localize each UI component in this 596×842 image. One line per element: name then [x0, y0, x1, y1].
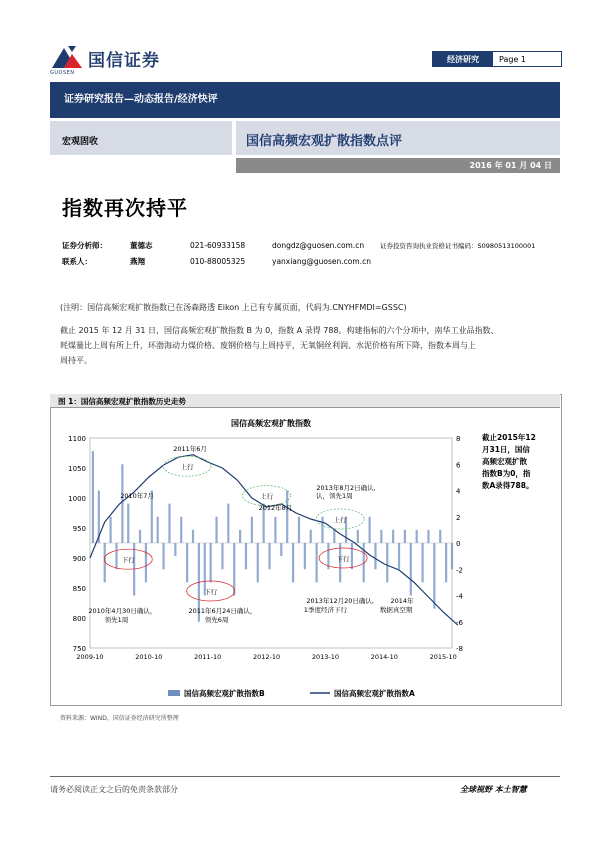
- y-left-tick-label: 800: [72, 615, 86, 623]
- section-box: [50, 121, 232, 155]
- bar-series-b: [392, 530, 394, 543]
- bar-series-b: [180, 517, 182, 543]
- body-line: 周持平。: [60, 356, 92, 365]
- headline: 指数再次持平: [62, 196, 188, 220]
- figure-source: 资料来源：WIND、国信证券经济研究所整理: [60, 715, 179, 722]
- annotation-label: 领先6周: [204, 616, 229, 625]
- bar-series-b: [380, 530, 382, 543]
- y-left-tick-label: 1050: [68, 465, 86, 473]
- annotation-label: 下行: [204, 588, 218, 596]
- bar-series-b: [286, 491, 288, 544]
- logo-text: 国信证券: [88, 51, 160, 71]
- header-tag-box: [432, 51, 562, 67]
- bar-series-b: [257, 543, 259, 582]
- legend-label-b: 国信高频宏观扩散指数B: [184, 689, 265, 698]
- contact-label: 联系人：: [62, 257, 92, 266]
- bar-series-b: [215, 517, 217, 543]
- y-left-tick-label: 1100: [68, 435, 86, 443]
- x-tick-label: 2009-10: [76, 653, 104, 661]
- contact-cert: 证券投资咨询执业资格证书编码：S0980513100001: [380, 242, 536, 250]
- annotation-label: 数据真空期: [379, 606, 413, 614]
- y-right-tick-label: -6: [456, 618, 463, 627]
- bar-series-b: [298, 517, 300, 543]
- y-left-tick-label: 950: [72, 525, 86, 533]
- report-type: 证券研究报告—动态报告/经济快评: [64, 94, 218, 105]
- annotation-label: 2011年6月: [173, 445, 207, 454]
- bar-series-b: [451, 543, 453, 569]
- page-number: Page 1: [499, 54, 526, 64]
- bar-series-b: [368, 517, 370, 543]
- bar-series-b: [433, 543, 435, 609]
- bar-series-b: [316, 543, 318, 582]
- y-right-tick-label: 6: [456, 461, 461, 470]
- bar-series-b: [445, 543, 447, 582]
- bar-series-b: [168, 504, 170, 543]
- bar-series-b: [245, 543, 247, 569]
- side-note-line: 截止2015年12: [482, 433, 536, 442]
- figure-header: [50, 394, 560, 408]
- side-note-line: 数A录得788。: [482, 481, 534, 490]
- annotation-label: 领先1周: [104, 616, 129, 625]
- bar-series-b: [386, 543, 388, 582]
- y-left-tick-label: 750: [72, 645, 86, 653]
- bar-series-b: [427, 530, 429, 543]
- contact-email[interactable]: dongdz@guosen.com.cn: [272, 241, 365, 250]
- annotation-label: 2010年7月: [120, 492, 154, 500]
- x-tick-label: 2014-10: [370, 653, 398, 661]
- annotation-label: 上行: [180, 463, 194, 472]
- bar-series-b: [162, 543, 164, 569]
- bar-series-b: [410, 543, 412, 596]
- contact-label: 证券分析师：: [62, 241, 107, 250]
- bar-series-b: [139, 530, 141, 543]
- contact-phone: 021-60933158: [190, 241, 246, 250]
- footer-disclaimer: 请务必阅读正文之后的免责条款部分: [50, 785, 178, 794]
- bar-series-b: [251, 517, 253, 543]
- bar-series-b: [239, 530, 241, 543]
- y-right-tick-label: -2: [456, 566, 463, 575]
- annotation-label: 2013年12月20日确认,: [306, 597, 374, 605]
- bar-series-b: [174, 543, 176, 556]
- bar-series-b: [374, 543, 376, 569]
- annotation-label: 2014年: [390, 597, 414, 605]
- annotation-label: 下行: [121, 556, 135, 565]
- annotation-label: 1季度经济下行: [303, 606, 348, 614]
- bar-series-b: [310, 530, 312, 543]
- bar-series-b: [421, 543, 423, 582]
- report-tag: 经济研究: [433, 52, 493, 66]
- bar-series-b: [321, 517, 323, 543]
- bar-series-b: [333, 530, 335, 543]
- side-note-line: 高频宏观扩散: [482, 457, 527, 466]
- x-tick-label: 2012-10: [252, 653, 281, 661]
- report-title: 国信高频宏观扩散指数点评: [246, 134, 403, 149]
- body-line: 截止 2015 年 12 月 31 日，国信高频宏观扩散指数 B 为 0，指数 A 录得 788。构建指标的六个分项中，南华工业品指数、: [60, 326, 499, 335]
- y-right-tick-label: -8: [456, 645, 463, 653]
- bar-series-b: [192, 530, 194, 543]
- y-right-tick-label: 8: [456, 435, 461, 443]
- bar-series-b: [274, 517, 276, 543]
- bar-series-b: [416, 530, 418, 543]
- y-right-tick-label: 4: [456, 487, 461, 496]
- contact-name: 燕翔: [130, 257, 145, 266]
- side-note-line: 指数B为0，指: [482, 469, 531, 478]
- y-right-tick-label: 0: [456, 540, 461, 548]
- bar-series-b: [92, 451, 94, 543]
- y-left-tick-label: 900: [72, 555, 86, 563]
- bar-series-b: [457, 543, 459, 544]
- bar-series-b: [227, 504, 229, 543]
- body-line: 耗煤量比上周有所上升，环渤海动力煤价格、废钢价格与上周持平，无氧铜丝利润、水泥价格有所下降，指数本周与上: [60, 341, 476, 350]
- x-tick-label: 2011-10: [194, 653, 222, 661]
- contact-name: 董德志: [130, 241, 153, 250]
- x-tick-label: 2015-10: [429, 653, 457, 661]
- bar-series-b: [280, 543, 282, 556]
- annotation-label: 上行: [260, 492, 274, 501]
- bar-series-b: [268, 543, 270, 569]
- annotation-label: 2010年4月30日确认，: [88, 607, 157, 616]
- note-paragraph: (注明：国信高频宏观扩散指数已在汤森路透 Eikon 上已有专属页面，代码为.CNYHFMDI=GSSC): [60, 303, 407, 312]
- y-left-tick-label: 1000: [68, 495, 86, 503]
- bar-series-b: [304, 543, 306, 569]
- bar-series-b: [404, 530, 406, 543]
- x-tick-label: 2010-10: [135, 653, 163, 661]
- bar-series-b: [357, 530, 359, 543]
- report-title-box: [236, 121, 560, 155]
- figure-label: 图 1：国信高频宏观扩散指数历史走势: [58, 397, 186, 406]
- annotation-label: 上行: [333, 516, 347, 524]
- bar-series-b: [292, 543, 294, 582]
- annotation-label: 2011年6月24日确认，: [188, 607, 257, 616]
- bar-series-b: [127, 504, 129, 543]
- bar-series-b: [398, 543, 400, 569]
- bar-series-b: [110, 517, 112, 543]
- y-left-tick-label: 850: [72, 585, 86, 593]
- bar-series-b: [210, 543, 212, 582]
- bar-series-b: [157, 517, 159, 543]
- bar-series-b: [145, 543, 147, 582]
- legend-label-a: 国信高频宏观扩散指数A: [334, 689, 415, 698]
- bar-series-b: [221, 543, 223, 569]
- y-right-tick-label: 2: [456, 513, 461, 522]
- annotation-label: 2012年8月: [258, 504, 293, 512]
- footer-divider: [50, 776, 560, 777]
- contact-phone: 010-88005325: [190, 257, 246, 266]
- bar-series-b: [186, 543, 188, 582]
- contact-email[interactable]: yanxiang@guosen.com.cn: [272, 257, 371, 266]
- bar-series-b: [121, 464, 123, 543]
- bar-series-b: [115, 543, 117, 569]
- footer-slogan: 全球视野 本土智慧: [460, 785, 527, 794]
- legend-swatch-b: [168, 690, 180, 696]
- section-label: 宏观固收: [62, 137, 99, 147]
- guosen-logo-icon: [50, 44, 84, 70]
- side-note-line: 月31日，国信: [482, 445, 530, 454]
- chart: [50, 408, 560, 704]
- bar-series-b: [439, 530, 441, 543]
- logo-subtext: GUOSEN: [50, 70, 75, 76]
- chart-title: 国信高频宏观扩散指数: [231, 419, 311, 428]
- annotation-label: 下行: [336, 555, 350, 563]
- annotation-label: 认，领先1周: [315, 492, 353, 500]
- date-bar: [236, 158, 560, 173]
- y-right-tick-label: -4: [456, 592, 463, 601]
- annotation-label: 2013年8月2日确认,: [316, 484, 376, 493]
- x-tick-label: 2013-10: [311, 653, 340, 661]
- report-date: 2016 年 01 月 04 日: [469, 161, 552, 170]
- bar-series-b: [351, 543, 353, 569]
